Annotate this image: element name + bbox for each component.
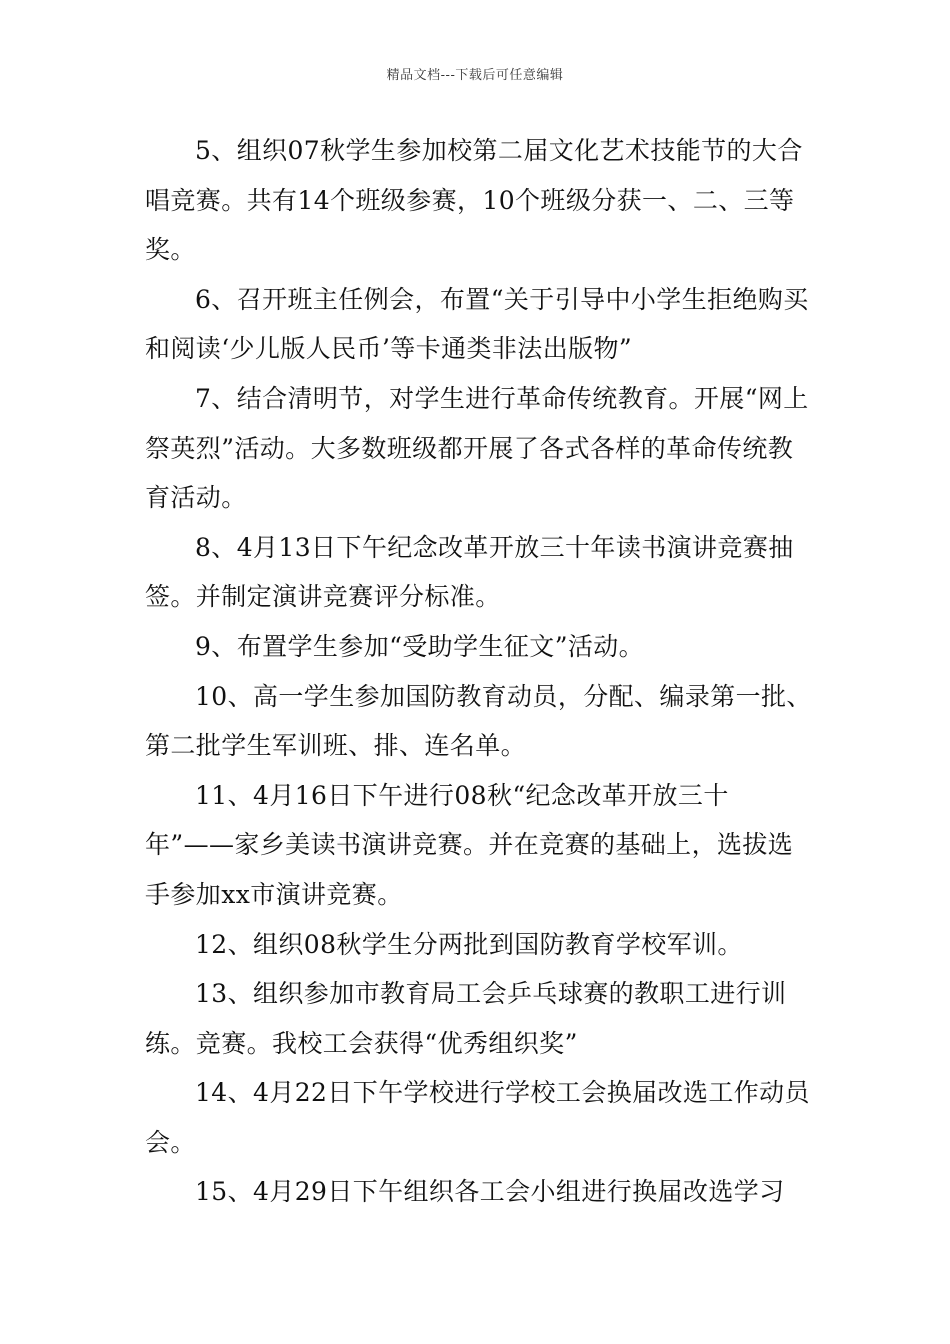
paragraph-item-8: 8、4月13日下午纪念改革开放三十年读书演讲竞赛抽签。并制定演讲竞赛评分标准。 <box>145 532 794 612</box>
paragraph-item-10: 10、高一学生参加国防教育动员，分配、编录第一批、第二批学生军训班、排、连名单。 <box>145 681 812 761</box>
paragraph-item-12: 12、组织08秋学生分两批到国防教育学校军训。 <box>195 929 743 959</box>
document-body <box>145 126 815 1217</box>
page-header: 精品文档---下载后可任意编辑 <box>386 68 564 83</box>
paragraph-item-5: 5、组织07秋学生参加校第二届文化艺术技能节的大合唱竞赛。共有14个班级参赛，10个班级分获一、二、三等奖。 <box>145 136 803 265</box>
paragraph-item-9: 9、布置学生参加“受助学生征文”活动。 <box>195 631 645 661</box>
paragraph-item-15: 15、4月29日下午组织各工会小组进行换届改选学习 <box>195 1177 785 1207</box>
paragraph-item-7: 7、结合清明节，对学生进行革命传统教育。开展“网上祭英烈”活动。大多数班级都开展了各式各样的革命传统教育活动。 <box>145 383 809 513</box>
paragraph-item-14: 14、4月22日下午学校进行学校工会换届改选工作动员会。 <box>145 1078 810 1157</box>
paragraph-item-11: 11、4月16日下午进行08秋“纪念改革开放三十年”——家乡美读书演讲竞赛。并在竞赛的基础上，选拔选手参加xx市演讲竞赛。 <box>145 780 794 909</box>
paragraph-item-6: 6、召开班主任例会，布置“关于引导中小学生拒绝购买和阅读‘少儿版人民币’等卡通类非法出版物” <box>145 284 809 364</box>
paragraph-item-13: 13、组织参加市教育局工会乒乓球赛的教职工进行训练。竞赛。我校工会获得“优秀组织奖” <box>145 979 787 1058</box>
